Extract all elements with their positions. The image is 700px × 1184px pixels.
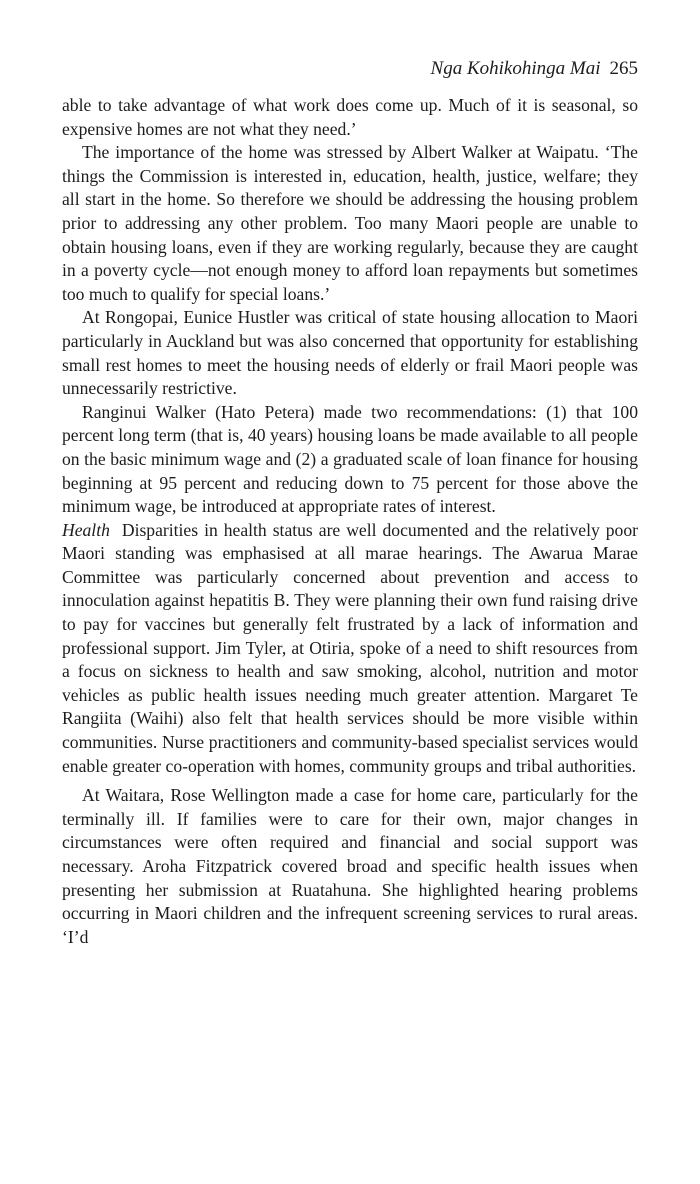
paragraph-albert-walker: The importance of the home was stressed by Albert Walker at Waipatu. ‘The things the Commission is interested in, education, health, justice, welfare; they all start in the home. So therefore we should be addressing the housing problem prior to addressing any other problem. Too many Maori people are unable to obtain housing loans, even if they are working regularly, because they are caught in a poverty cycle—not enough money to afford loan repayments but sometimes too much to qualify for special loans.’ bbox=[62, 142, 638, 304]
paragraph-health-text: Disparities in health status are well documented and the relatively poor Maori standing was emphasised at all marae hearings. The Awarua Marae Committee was particularly concerned about prevention and access to innoculation against hepatitis B. They were planning their own fund raising drive to pay for vaccines but generally felt frustrated by a lack of information and professional support. Jim Tyler, at Otiria, spoke of a need to shift resources from a focus on sickness to health and saw smoking, alcohol, nutrition and motor vehicles as public health issues needing much greater attention. Margaret Te Rangiita (Waihi) also felt that health services should be more visible within communities. Nurse practitioners and community-based specialist services would enable greater co-operation with homes, community groups and tribal authorities. bbox=[62, 519, 638, 776]
paragraph-eunice-hustler: At Rongopai, Eunice Hustler was critical of state housing allocation to Maori particularly in Auckland but was also concerned that opportunity for establishing small rest homes to meet the housing needs of elderly or frail Maori people was unnecessarily restrictive. bbox=[62, 307, 638, 399]
body-text bbox=[62, 94, 638, 949]
paragraph-waitara: At Waitara, Rose Wellington made a case for home care, particularly for the terminally ill. If families were to care for their own, major changes in circumstances were often required and financial and social support was necessary. Aroha Fitzpatrick covered broad and specific health issues when presenting her submission at Ruatahuna. She highlighted hearing problems occurring in Maori children and the infrequent screening services to rural areas. ‘I’d bbox=[62, 785, 638, 947]
section-heading-health: Health bbox=[62, 519, 110, 540]
running-head-title: Nga Kohikohinga Mai bbox=[430, 58, 601, 79]
paragraph-health bbox=[62, 519, 638, 779]
page-number: 265 bbox=[609, 58, 638, 79]
paragraph-continuation: able to take advantage of what work does come up. Much of it is seasonal, so expensive homes are not what they need.’ bbox=[62, 95, 638, 139]
paragraph-ranginui-walker: Ranginui Walker (Hato Petera) made two recommendations: (1) that 100 percent long term (that is, 40 years) housing loans be made available to all people on the basic minimum wage and (2) a graduated scale of loan finance for housing beginning at 95 percent and reducing down to 75 percent for those above the minimum wage, be introduced at appropriate rates of interest. bbox=[62, 401, 638, 517]
running-head bbox=[431, 57, 638, 81]
